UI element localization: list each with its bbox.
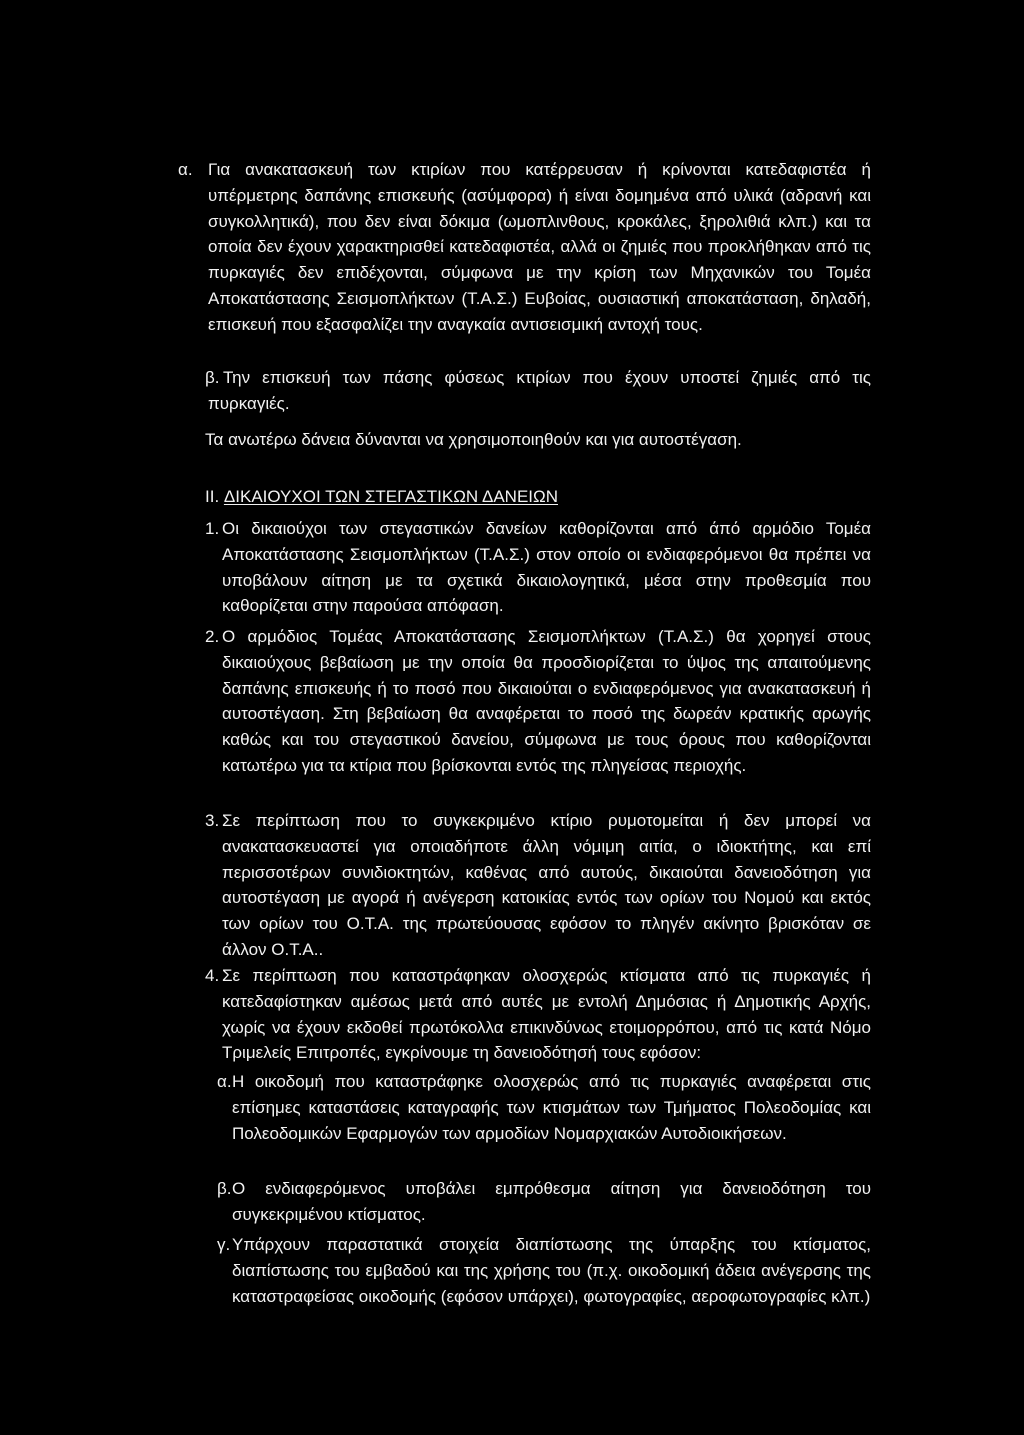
list-marker-b: β. [205,368,220,387]
item-marker-1: 1. [205,519,220,538]
subitem-c-text: Υπάρχουν παραστατικά στοιχεία διαπίστωσης της ύπαρξης του κτίσματος, διαπίστωσης του εμβαδού και της χρήσης του (π.χ. οικοδομική άδεια ανέγερσης της καταστραφείσας οικοδομής (εφόσον υπάρχει), φωτογραφίες, αεροφωτογραφίες κλπ.) [232,1235,871,1306]
item-3-text: Σε περίπτωση που το συγκεκριμένο κτίριο ρυμοτομείται ή δεν μπορεί να ανακατασκευαστεί για οποιαδήποτε άλλη νόμιμη αιτία, ο ιδιοκτήτης, και επί περισσοτέρων συνιδιοκτητών, καθένας από αυτούς, δικαιούται δανειοδότηση για αυτοστέγαση με αγορά ή ανέγερση κατοικίας εντός των ορίων του Νομού και εκτός των ορίων του Ο.Τ.Α. της πρωτεύουσας εφόσον το πληγέν ακίνητο βρισκόταν σε άλλον Ο.Τ.Α.. [222,811,871,959]
subitem-b-text: Ο ενδιαφερόμενος υποβάλει εμπρόθεσμα αίτηση για δανειοδότηση του συγκεκριμένου κτίσματος. [232,1179,871,1224]
item-marker-3: 3. [205,811,220,830]
subitem-marker-a: α. [217,1072,232,1091]
item-2-text: Ο αρμόδιος Τομέας Αποκατάστασης Σεισμοπλήκτων (Τ.Α.Σ.) θα χορηγεί στους δικαιούχους βεβαίωση με την οποία θα προσδιορίζεται το ύψος της απαιτούμενης δαπάνης επισκευής ή το ποσό που δικαιούται ο ενδιαφερόμενος για ανακατασκευή ή αυτοστέγαση. Στη βεβαίωση θα αναφέρεται το ποσό της δωρεάν κρατικής αρωγής καθώς και του στεγαστικού δανείου, σύμφωνα με τους όρους που καθορίζονται κατωτέρω για τα κτίρια που βρίσκονται εντός της πληγείσας περιοχής. [222,627,871,775]
section-number: II. [205,487,220,506]
section-title: ΔΙΚΑΙΟΥΧΟΙ ΤΩΝ ΣΤΕΓΑΣΤΙΚΩΝ ΔΑΝΕΙΩΝ [223,487,559,506]
item-4-text: Σε περίπτωση που καταστράφηκαν ολοσχερώς κτίσματα από τις πυρκαγιές ή κατεδαφίστηκαν αμέσως μετά από αυτές με εντολή Δημόσιας ή Δημοτικής Αρχής, χωρίς να έχουν εκδοθεί πρωτόκολλα επικινδύνως ετοιμορρόπου, από τις κατά Νόμο Τριμελείς Επιτροπές, εγκρίνουμε τη δανειοδότησή τους εφόσον: [222,966,871,1063]
subitem-a-text: Η οικοδομή που καταστράφηκε ολοσχερώς από τις πυρκαγιές αναφέρεται στις επίσημες καταστάσεις καταγραφής των κτισμάτων των Τμήματος Πολεοδομίας και Πολεοδομικών Εφαρμογών των αρμοδίων Νομαρχιακών Αυτοδιοικήσεων. [232,1072,871,1143]
section-heading [205,484,558,510]
paragraph-a: Για ανακατασκευή των κτιρίων που κατέρρευσαν ή κρίνονται κατεδαφιστέα ή υπέρμετρης δαπάνης επισκευής (ασύμφορα) ή είναι δομημένα από υλικά (αδρανή και συγκολλητικά), που δεν είναι δόκιμα (ωμοπλινθους, κροκάλες, ξηρολιθιά κλπ.) και τα οποία δεν έχουν χαρακτηρισθεί κατεδαφιστέα, αλλά οι ζημιές που προκλήθηκαν από τις πυρκαγιές δεν επιδέχονται, σύμφωνα με την κρίση των Μηχανικών του Τομέα Αποκατάστασης Σεισμοπλήκτων (Τ.Α.Σ.) Ευβοίας, ουσιαστική αποκατάσταση, δηλαδή, επισκευή που εξασφαλίζει την αναγκαία αντισεισμική αντοχή τους. [208,160,871,334]
subitem-marker-c: γ. [217,1235,231,1254]
item-1-text: Οι δικαιούχοι των στεγαστικών δανείων καθορίζονται από άπό αρμόδιο Τομέα Αποκατάστασης Σεισμοπλήκτων (Τ.Α.Σ.) στον οποίο οι ενδιαφερόμενοι θα πρέπει να υποβάλουν αίτηση με τα σχετικά δικαιολογητικά, μέσα στην προθεσμία που καθορίζεται στην παρούσα απόφαση. [222,519,871,616]
subitem-marker-b: β. [217,1179,232,1198]
list-marker-a: α. [178,160,193,179]
loans-note: Τα ανωτέρω δάνεια δύνανται να χρησιμοποιηθούν και για αυτοστέγαση. [205,430,742,449]
item-marker-4: 4. [205,966,220,985]
item-marker-2: 2. [205,627,220,646]
paragraph-b: Την επισκευή των πάσης φύσεως κτιρίων που έχουν υποστεί ζημιές από τις πυρκαγιές. [208,368,871,413]
